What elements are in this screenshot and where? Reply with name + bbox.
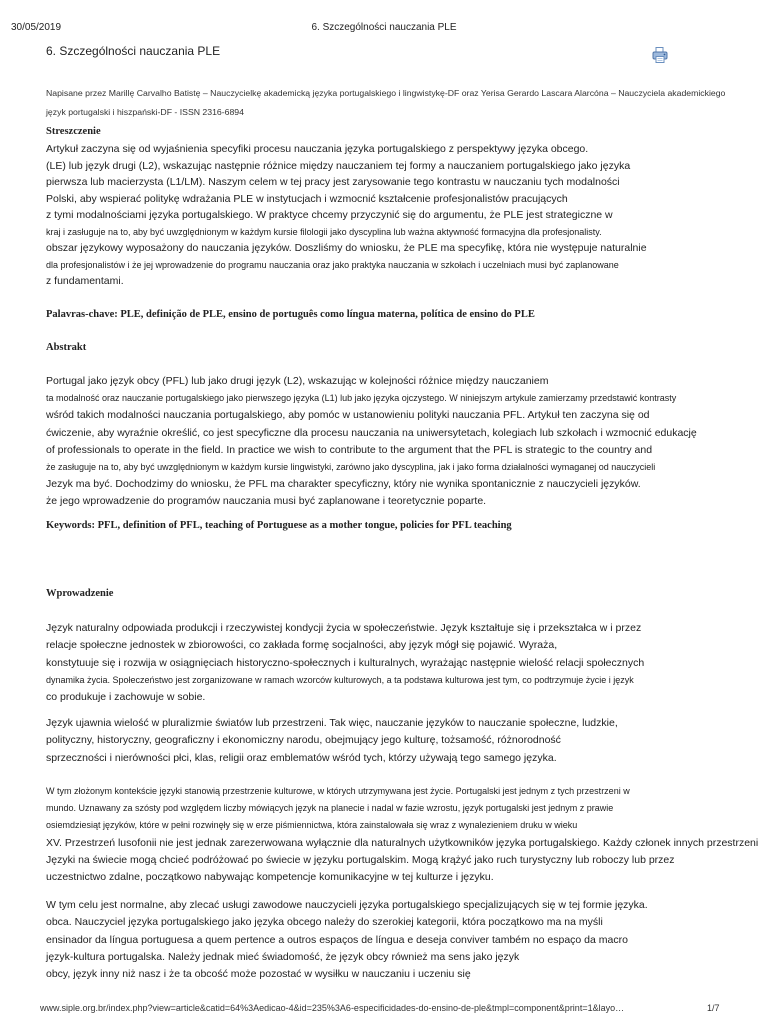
paragraph-abstrakt <box>46 373 697 511</box>
text-line: że jego wprowadzenie do programów nauczania musi być zaplanowane i teoretycznie poparte. <box>46 495 487 508</box>
text-line: ensinador da língua portuguesa a quem pertence a outros espaços de língua e deseja conviver também no espaço da macro <box>46 933 628 946</box>
paragraph-wprowadzenie-1 <box>46 620 644 706</box>
text-line: dla profesjonalistów i że jej wprowadzenie do programu nauczania oraz jako praktyka nauczania w szkołach i uczelniach musi być zaplanowane <box>46 259 619 270</box>
text-line: co produkuje i zachowuje w sobie. <box>46 691 206 704</box>
text-line: Artykuł zaczyna się od wyjaśnienia specyfiki procesu nauczania języka portugalskiego z perspektywy języka obcego. <box>46 143 589 155</box>
text-line: W tym złożonym kontekście języki stanowią przestrzenie kulturowe, w których utrzymywana jest życie. Portugalski jest jednym z tych przestrzeni w <box>46 786 630 796</box>
text-line: z tymi modalnościami języka portugalskiego. W praktyce chcemy przyczynić się do argumentu, że PLE jest strategiczne w <box>46 209 613 221</box>
text-line: polityczny, historyczny, geograficzny i ekonomiczny narodu, obejmujący jego kulturę, tożsamość, różnorodność <box>46 734 561 747</box>
print-icon[interactable] <box>651 46 669 64</box>
paragraph-wprowadzenie-2 <box>46 715 618 767</box>
text-line: Portugal jako język obcy (PFL) lub jako drugi język (L2), wskazując w kolejności różnice między nauczaniem <box>46 375 549 387</box>
text-line: kraj i zasługuje na to, aby być uwzględnionym w każdym kursie filologii jako dyscyplina lub ważna aktywność formacyjna dla profesjonalisty. <box>46 226 602 237</box>
article-title: 6. Szczególności nauczania PLE <box>46 44 221 58</box>
text-line: obcy, język inny niż nasz i że ta obcość może pozostać w wysiłku w nauczaniu i uczeniu się <box>46 968 471 981</box>
text-line: relacje społeczne jednostek w zbiorowości, co zakłada formę socjalności, aby język mógł się pojawić. Wyraża, <box>46 639 558 652</box>
text-line: Polski, aby wspierać politykę wdrażania PLE w instytucjach i wzmocnić kształcenie profesjonalistów pracujących <box>46 192 568 205</box>
text-line: z fundamentami. <box>46 275 124 287</box>
text-line: uczestnictwo zdalne, początkowo nabywając kompetencje komunikacyjne w tej kulturze i języku. <box>46 871 494 884</box>
heading-keywords: Keywords: PFL, definition of PFL, teaching of Portuguese as a mother tongue, policies for PFL teaching <box>46 520 512 531</box>
text-line: sprzeczności i nierówności płci, klas, religii oraz emblematów wśród tych, którzy używają tego samego języka. <box>46 751 557 764</box>
text-line: ta modalność oraz nauczanie portugalskiego jako pierwszego języka (L1) lub jako języka ojczystego. W niniejszym artykule zamierzamy przedstawić kontrasty <box>46 393 677 404</box>
heading-abstrakt: Abstrakt <box>46 342 87 353</box>
text-line: W tym celu jest normalne, aby zlecać usługi zawodowe nauczycieli języka portugalskiego specjalizujących się w tej formie języka. <box>46 899 648 911</box>
authors-line: język portugalski i hiszpański-DF - ISSN 2316-6894 <box>46 107 244 117</box>
text-line: obszar językowy wyposażony do nauczania języków. Doszliśmy do wniosku, że PLE ma specyfikę, która nie występuje naturalnie <box>46 242 647 254</box>
heading-streszczenie: Streszczenie <box>46 126 101 137</box>
source-url: www.siple.org.br/index.php?view=article&catid=64%3Aedicao-4&id=235%3A6-especificidades-do-ensino-de-ple&tmpl=component&print=1&layo… <box>40 1003 625 1013</box>
text-line: Język naturalny odpowiada produkcji i rzeczywistej kondycji życia w społeczeństwie. Język kształtuje się i przekształca w i przez <box>46 622 642 634</box>
authors-byline <box>46 84 726 122</box>
heading-palavras-chave: Palavras-chave: PLE, definição de PLE, ensino de português como língua materna, política de ensino do PLE <box>46 309 535 320</box>
text-line: Języki na świecie mogą chcieć podróżować po świecie w języku portugalskim. Mogą krążyć jako ruch turystyczny lub roboczy lub przez <box>46 853 675 866</box>
text-line: pierwsza lub macierzysta (L1/LM). Naszym celem w tej pracy jest zarysowanie tego kontrastu w nauczaniu tych modalności <box>46 176 620 188</box>
text-line: mundo. Uznawany za szósty pod względem liczby mówiących język na planecie i nadal w fazie wzrostu, język portugalski jest jednym z prawie <box>46 803 614 814</box>
text-line: dynamika życia. Społeczeństwo jest zorganizowane w ramach wzorców kulturowych, a ta podstawa kulturowa jest tym, co podtrzymuje życie i język <box>46 674 634 685</box>
text-line: że zasługuje na to, aby być uwzględnionym w każdym kursie lingwistyki, zarówno jako dyscyplina, jak i jako forma działalności wymaganej od nauczycieli <box>46 462 656 473</box>
paragraph-wprowadzenie-3 <box>46 783 758 886</box>
paragraph-wprowadzenie-4 <box>46 897 648 983</box>
text-line: ćwiczenie, aby wyraźnie określić, co jest specyficzne dla procesu nauczania na uniwersytetach, kolegiach lub szkołach i wzmocnić edukację <box>46 426 697 439</box>
text-line: osiemdziesiąt języków, które w pełni rozwinęły się w erze piśmiennictwa, która zainstalowała się wraz z wynalezieniem druku w wieku <box>46 820 578 831</box>
text-line: Jezyk ma być. Dochodzimy do wniosku, że PFL ma charakter specyficzny, który nie wynika spontanicznie z nauczycieli języków. <box>46 478 641 491</box>
page-number: 1/7 <box>707 1003 720 1013</box>
text-line: Język ujawnia wielość w pluralizmie światów lub przestrzeni. Tak więc, nauczanie języków to nauczanie społeczne, ludzkie, <box>46 717 618 729</box>
text-line: konstytuuje się i rozwija w osiągnięciach historyczno-społecznych i kulturalnych, wyrażając następnie wielość relacji społecznych <box>46 656 645 669</box>
text-line: obca. Nauczyciel języka portugalskiego jako języka obcego należy do szerokiej kategorii, która początkowo ma na myśli <box>46 916 603 929</box>
text-line: XV. Przestrzeń lusofonii nie jest jednak zarezerwowana wyłącznie dla naturalnych użytkowników języka portugalskiego. Każdy członek innych przestrzeni <box>46 836 759 849</box>
paragraph-streszczenie <box>46 141 647 290</box>
text-line: of professionals to operate in the field. In practice we wish to contribute to the argument that the PFL is strategic to the country and <box>46 443 653 456</box>
print-page-title: 6. Szczególności nauczania PLE <box>311 22 457 33</box>
text-line: (LE) lub język drugi (L2), wskazując następnie różnice między nauczaniem tej formy a nauczaniem portugalskiego jako języka <box>46 159 631 172</box>
text-line: język-kultura portugalska. Należy jednak mieć świadomość, że język obcy również ma sens jako język <box>46 950 520 963</box>
authors-line: Napisane przez Marillę Carvalho Batistę – Nauczycielkę akademicką języka portugalskiego i lingwistykę-DF oraz Yerisa Gerardo Lascara Alarcóna – Nauczyciela akademickiego <box>46 88 726 98</box>
print-date: 30/05/2019 <box>11 22 62 33</box>
heading-wprowadzenie: Wprowadzenie <box>46 588 114 599</box>
text-line: wśród takich modalności nauczania portugalskiego, aby pomóc w ustanowieniu polityki nauczania PFL. Artykuł ten zaczyna się od <box>46 409 650 422</box>
